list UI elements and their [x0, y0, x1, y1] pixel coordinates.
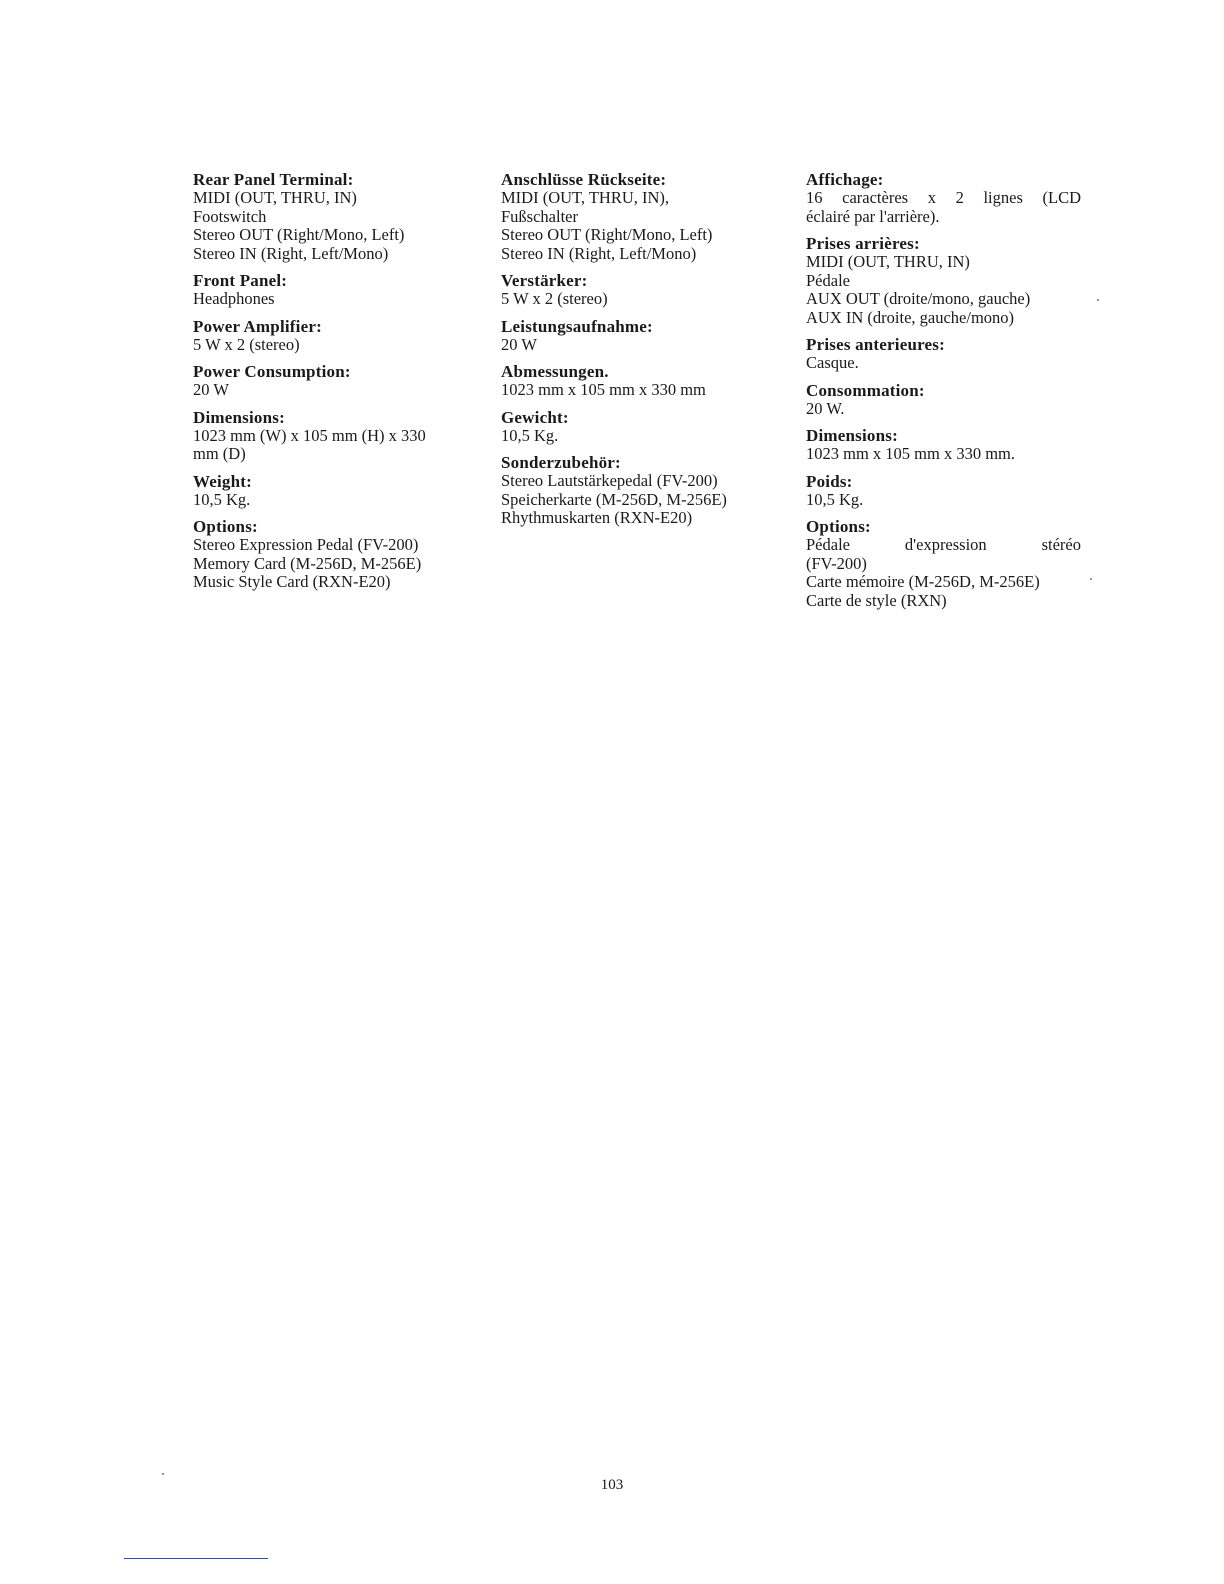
spec-line: MIDI (OUT, THRU, IN): [193, 188, 357, 207]
spec-verstaerker: [501, 271, 776, 309]
spec-heading: Leistungsaufnahme:: [501, 316, 653, 336]
spec-line: 10,5 Kg.: [501, 425, 559, 445]
spec-line: Pédale d'expression stéréo: [806, 535, 1081, 554]
spec-heading: Options:: [806, 517, 871, 536]
spec-heading: Dimensions:: [806, 426, 898, 445]
spec-line: Stereo Lautstärkepedal (FV-200): [501, 471, 718, 490]
spec-weight: [193, 472, 478, 510]
spec-heading: Prises arrières:: [806, 234, 920, 253]
spec-prises-anterieures: [806, 335, 1081, 373]
spec-options-fr: [806, 517, 1081, 610]
spec-line: Fußschalter: [501, 206, 578, 226]
spec-line: Rhythmuskarten (RXN-E20): [501, 508, 693, 527]
spec-line: 1023 mm x 105 mm x 330 mm: [501, 380, 706, 399]
spec-line: 10,5 Kg.: [193, 489, 251, 509]
spec-gewicht: [501, 408, 776, 446]
spec-power-amplifier: [193, 317, 478, 355]
spec-line: Speicherkarte (M-256D, M-256E): [501, 489, 727, 509]
spec-power-consumption: [193, 362, 478, 400]
spec-heading: Weight:: [193, 471, 253, 491]
spec-line: Stereo OUT (Right/Mono, Left): [193, 225, 405, 244]
spec-line: Stereo OUT (Right/Mono, Left): [501, 225, 713, 244]
spec-heading: Power Consumption:: [193, 362, 351, 381]
spec-heading: Sonderzubehör:: [501, 453, 621, 472]
spec-line: Carte de style (RXN): [806, 590, 947, 610]
spec-line: éclairé par l'arrière).: [806, 206, 940, 226]
spec-line: (FV-200): [806, 553, 867, 573]
spec-heading: Rear Panel Terminal:: [193, 170, 354, 189]
spec-dimensions-fr: [806, 426, 1081, 464]
scan-speck: [1097, 299, 1099, 301]
spec-abmessungen: [501, 362, 776, 400]
spec-line: MIDI (OUT, THRU, IN): [806, 252, 970, 271]
spec-line: Stereo IN (Right, Left/Mono): [501, 243, 697, 263]
spec-rear-panel-terminal: [193, 170, 478, 263]
spec-line: Pédale: [806, 270, 850, 290]
spec-line: AUX IN (droite, gauche/mono): [806, 307, 1015, 327]
spec-line: Carte mémoire (M-256D, M-256E): [806, 572, 1040, 591]
page-number: 103: [600, 1477, 624, 1493]
spec-dimensions: [193, 408, 478, 464]
spec-anschluesse-rueckseite: [501, 170, 776, 263]
bottom-rule: [124, 1558, 268, 1559]
spec-line: Headphones: [193, 289, 275, 308]
spec-line: Memory Card (M-256D, M-256E): [193, 553, 422, 573]
spec-poids: [806, 472, 1081, 510]
spec-heading: Gewicht:: [501, 407, 569, 427]
spec-heading: Poids:: [806, 471, 853, 491]
spec-line: Stereo IN (Right, Left/Mono): [193, 243, 389, 263]
scan-speck: [162, 1473, 164, 1475]
spec-line: 5 W x 2 (stereo): [193, 334, 300, 354]
spec-line: 10,5 Kg.: [806, 489, 864, 509]
spec-front-panel: [193, 271, 478, 309]
spec-heading: Prises anterieures:: [806, 335, 945, 354]
spec-line: mm (D): [193, 444, 246, 463]
spec-line: Stereo Expression Pedal (FV-200): [193, 535, 419, 554]
spec-line: 1023 mm x 105 mm x 330 mm.: [806, 444, 1016, 463]
spec-line: 20 W: [193, 380, 229, 399]
spec-line: Footswitch: [193, 206, 267, 226]
spec-line: 1023 mm (W) x 105 mm (H) x 330: [193, 425, 426, 445]
spec-consommation: [806, 381, 1081, 419]
spec-leistungsaufnahme: [501, 317, 776, 355]
spec-heading: Abmessungen.: [501, 362, 609, 381]
german-specs-column: [501, 170, 776, 536]
spec-heading: Power Amplifier:: [193, 316, 322, 336]
spec-line: MIDI (OUT, THRU, IN),: [501, 188, 670, 207]
spec-line: AUX OUT (droite/mono, gauche): [806, 289, 1031, 308]
spec-heading: Verstärker:: [501, 271, 588, 290]
spec-line: 16 caractères x 2 lignes (LCD: [806, 188, 1081, 207]
spec-line: 20 W: [501, 334, 537, 354]
french-specs-column: [806, 170, 1081, 618]
spec-heading: Dimensions:: [193, 407, 285, 427]
spec-line: 5 W x 2 (stereo): [501, 289, 608, 308]
spec-heading: Options:: [193, 517, 258, 536]
spec-line: 20 W.: [806, 398, 845, 418]
spec-affichage: [806, 170, 1081, 226]
scan-speck: [1090, 578, 1092, 580]
spec-heading: Consommation:: [806, 380, 925, 400]
spec-prises-arrieres: [806, 234, 1081, 327]
spec-line: Casque.: [806, 353, 859, 372]
spec-line: Music Style Card (RXN-E20): [193, 572, 391, 591]
spec-heading: Affichage:: [806, 170, 884, 189]
spec-sonderzubehoer: [501, 453, 776, 528]
spec-options: [193, 517, 478, 592]
spec-heading: Anschlüsse Rückseite:: [501, 170, 667, 189]
english-specs-column: [193, 170, 478, 600]
spec-heading: Front Panel:: [193, 271, 288, 290]
